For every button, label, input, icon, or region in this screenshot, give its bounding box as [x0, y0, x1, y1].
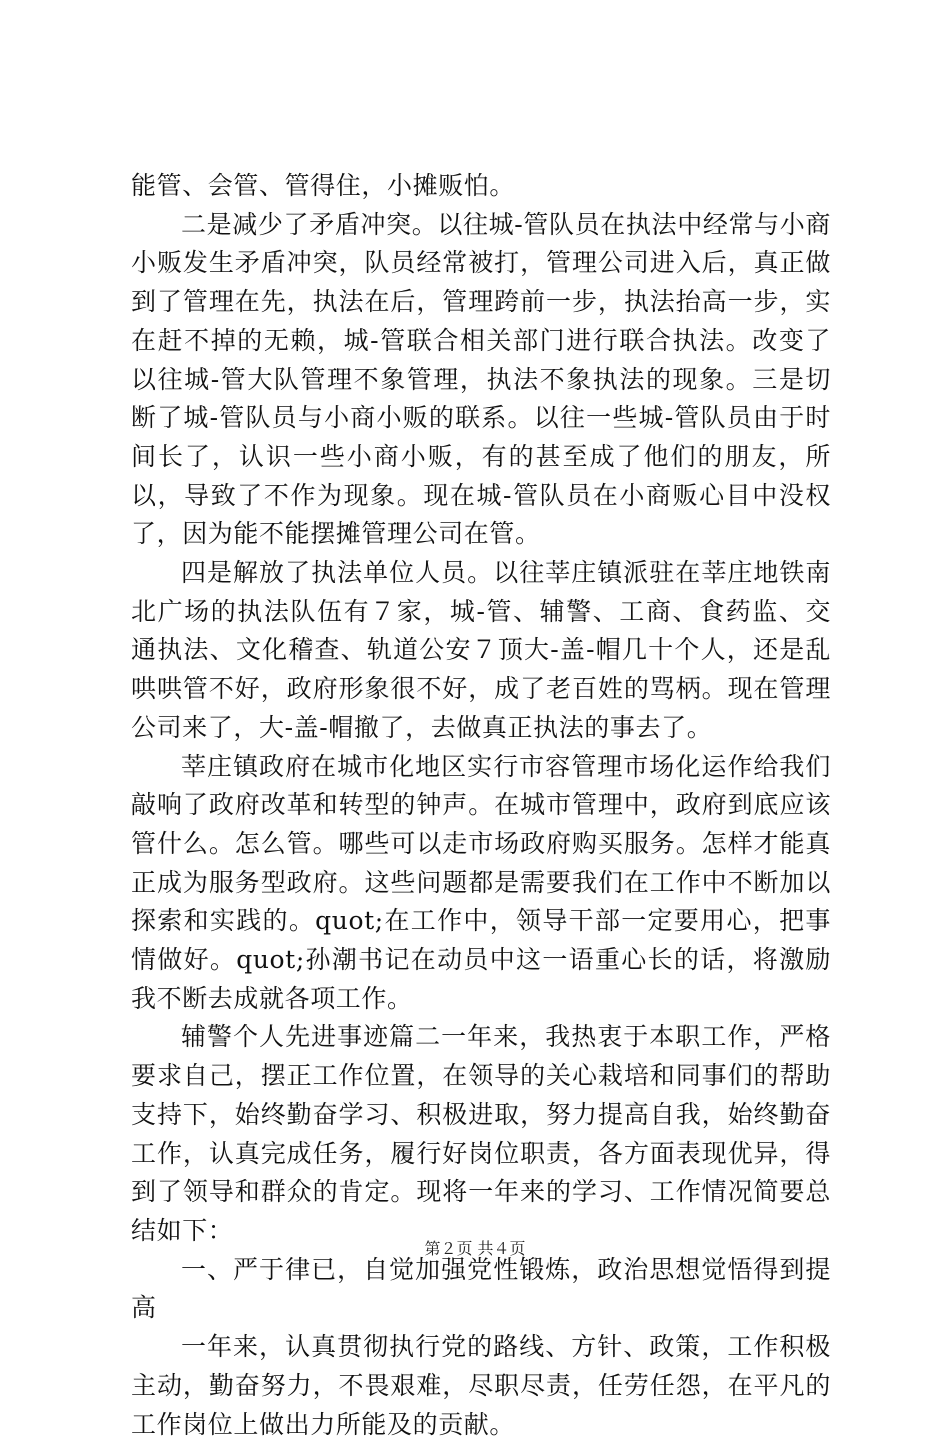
section-heading: 一、严于律已，自觉加强党性锻炼，政治思想觉悟得到提高 [131, 1254, 831, 1323]
paragraph-auxiliary-police: 辅警个人先进事迹篇二一年来，我热衷于本职工作，严格要求自己，摆正工作位置，在领导的关心栽培和同事们的帮助支持下，始终勤奋学习、积极进取，努力提高自我，始终勤奋工作，认真完成任务，履行好岗位职责，各方面表现优异，得到了领导和群众的肯定。现将一年来的学习、工作情况简要总结如下： [131, 1022, 831, 1245]
paragraph-continuation: 能管、会管、管得住，小摊贩怕。 [131, 171, 516, 200]
paragraph-free-enforcement: 四是解放了执法单位人员。以往莘庄镇派驻在莘庄地铁南北广场的执法队伍有７家，城-管、辅警、工商、食药监、交通执法、文化稽查、轨道公安７顶大-盖-帽几十个人，还是乱哄哄管不好，政府形象很不好，成了老百姓的骂柄。现在管理公司来了，大-盖-帽撤了，去做真正执法的事去了。 [131, 558, 831, 742]
page-number-footer: 第２页 共４页 [424, 1239, 526, 1258]
paragraph-government-reform: 莘庄镇政府在城市化地区实行市容管理市场化运作给我们敲响了政府改革和转型的钟声。在城市管理中，政府到底应该管什么。怎么管。哪些可以走市场政府购买服务。怎样才能真正成为服务型政府。这些问题都是需要我们在工作中不断加以探索和实践的。quot;在工作中，领导干部一定要用心，把事情做好。quot;孙潮书记在动员中这一语重心长的话，将激励我不断去成就各项工作。 [131, 751, 831, 1013]
paragraph-reduce-conflict: 二是减少了矛盾冲突。以往城-管队员在执法中经常与小商小贩发生矛盾冲突，队员经常被打，管理公司进入后，真正做到了管理在先，执法在后，管理跨前一步，执法抬高一步，实在赶不掉的无赖，城-管联合相关部门进行联合执法。改变了以往城-管大队管理不象管理，执法不象执法的现象。三是切断了城-管队员与小商小贩的联系。以往一些城-管队员由于时间长了，认识一些小商小贩，有的甚至成了他们的朋友，所以，导致了不作为现象。现在城-管队员在小商贩心目中没权了，因为能不能摆摊管理公司在管。 [131, 209, 831, 549]
paragraph-year-summary: 一年来，认真贯彻执行党的路线、方针、政策，工作积极主动，勤奋努力，不畏艰难，尽职尽责，任劳任怨，在平凡的工作岗位上做出力所能及的贡献。 [131, 1332, 831, 1439]
